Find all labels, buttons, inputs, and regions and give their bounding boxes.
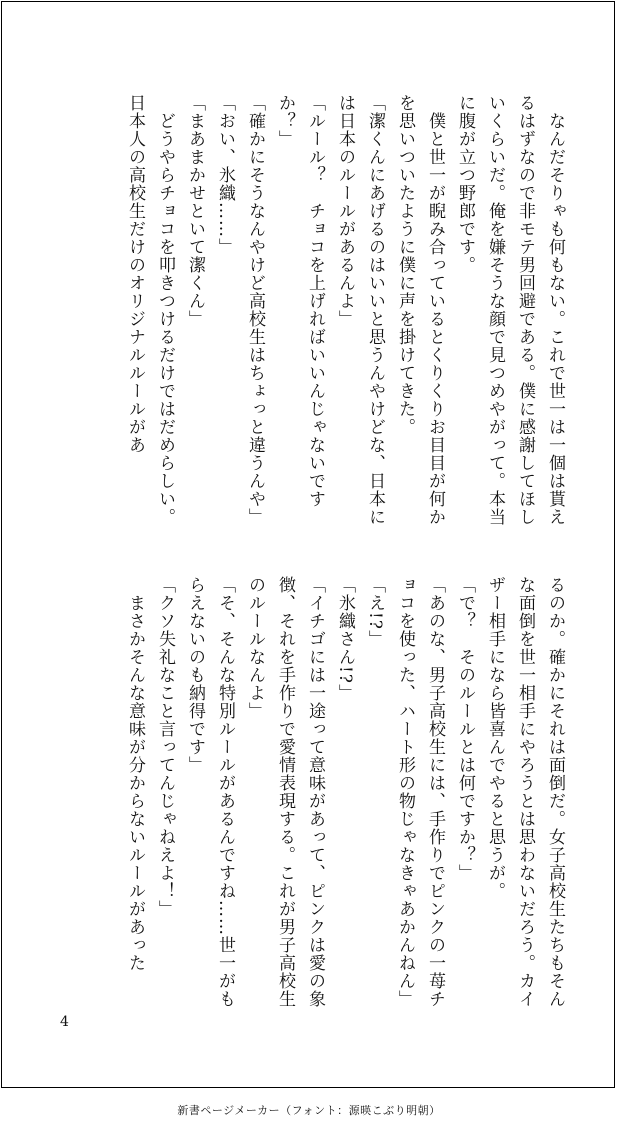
upper-text-block [40,94,570,534]
lower-text-block [40,576,570,1016]
lower-body-text: るのか。確かにそれは面倒だ。女子高校生たちもそんな面倒を世一相手にやろうとは思わないだろう。カイザー相手になら皆喜んでやると思うが。 「で？ そのルールとは何ですか？」 「あのな、男子高校生には、手作りでピンクの一苺チョコを使った、ハート形の物じゃなきゃあかんねん」 「え!?」 「氷織さん!?」 「イチゴには一途って意味があって、ピンクは愛の象徴、それを手作りで愛情表現する。これが男子高校生のルールなんよ」 「そ、そんな特別ルールがあるんですね……世一がもらえないのも納得です」 「クソ失礼なこと言ってんじゃねえよ！」 まさかそんな意味が分からないルールがあった [125,576,565,1008]
upper-body-text: なんだそりゃも何もない。これで世一は一個は貰えるはずなので非モテ男回避である。僕に感謝してほしいくらいだ。俺を嫌そうな顔で見つめやがって。本当に腹が立つ野郎です。 僕と世一が睨み合っているとくりくりお目目が何かを思いついたように僕に声を掛けてきた。 「潔くんにあげるのはいいと思うんやけどな、日本には日本のルールがあるんよ」 「ルール？ チョコを上げればいいんじゃないですか？」 「確かにそうなんやけど高校生はちょっと違うんや」 「おい、氷織……」 「まあまかせといて潔くん」 どうやらチョコを叩きつけるだけではだめらしい。日本人の高校生だけのオリジナルルールがあ [125,94,565,526]
page-number: 4 [60,1014,69,1030]
page-frame [1,1,615,1088]
footer-caption: 新書ページメーカー（フォント：源暎こぶり明朝） [177,1104,441,1117]
